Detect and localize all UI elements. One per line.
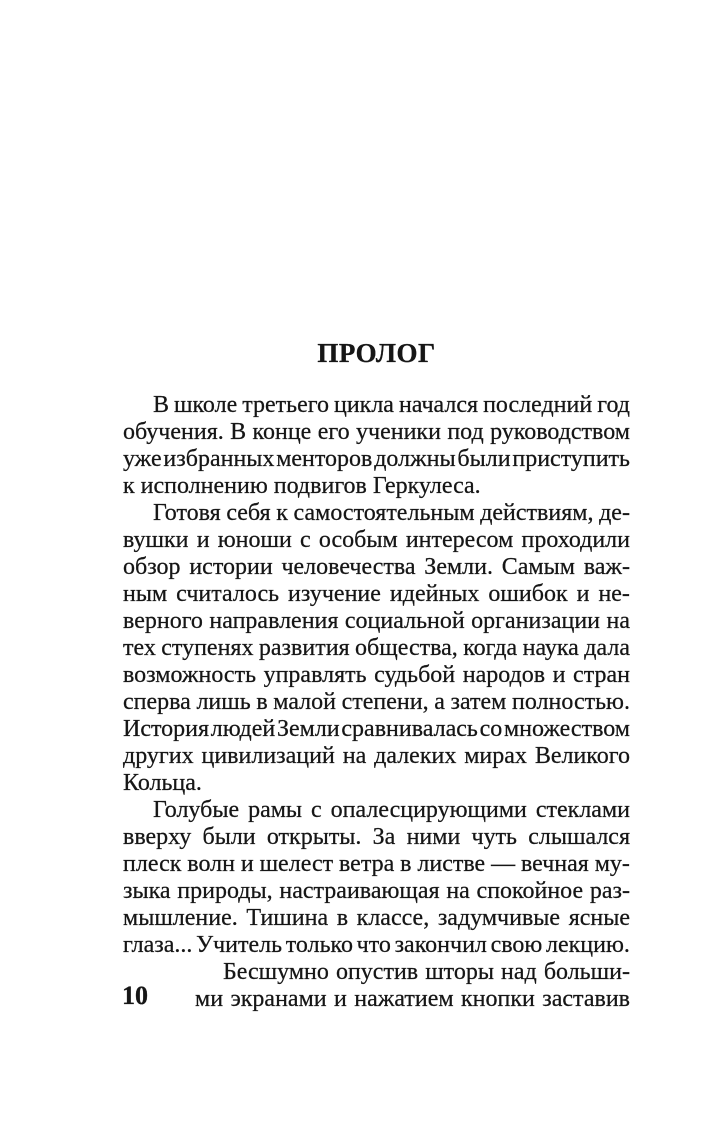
text-line: Кольца. <box>123 770 202 796</box>
text-line: плеск волн и шелест ветра в листве — вечная му- <box>123 851 630 877</box>
text-line: вушки и юноши с особым интересом проходили <box>123 527 630 553</box>
text-line: ным считалось изучение идейных ошибок и не- <box>123 581 630 607</box>
text-line: к исполнению подвигов Геркулеса. <box>123 473 481 499</box>
text-line: верного направления социальной организации на <box>123 608 630 634</box>
text-line: вверху были открыты. За ними чуть слышался <box>123 824 630 850</box>
page-number: 10 <box>122 981 148 1010</box>
text-line: возможность управлять судьбой народов и стран <box>123 662 630 688</box>
text-line: сперва лишь в малой степени, а затем полностью. <box>123 689 630 715</box>
text-line: обучения. В конце его ученики под руководством <box>123 419 630 445</box>
text-line: зыка природы, настраивающая на спокойное раз- <box>123 878 630 904</box>
text-line: История людей Земли сравнивалась со множеством <box>123 716 630 742</box>
text-line: уже избранных менторов должны были приступить <box>123 446 630 472</box>
text-line: обзор истории человечества Земли. Самым важ- <box>123 554 630 580</box>
text-line: В школе третьего цикла начался последний год <box>153 392 630 418</box>
text-line: тех ступенях развития общества, когда наука дала <box>123 635 630 661</box>
chapter-title: ПРОЛОГ <box>317 338 436 368</box>
text-line: Голубые рамы с опалесцирующими стеклами <box>153 797 630 823</box>
text-line: глаза... Учитель только что закончил свою лекцию. <box>123 932 630 958</box>
text-line: Готовя себя к самостоятельным действиям, де- <box>153 500 630 526</box>
text-line: мышление. Тишина в классе, задумчивые ясные <box>123 905 630 931</box>
text-line: ми экранами и нажатием кнопки заставив <box>195 986 630 1012</box>
text-block <box>123 392 630 1013</box>
text-line: Бесшумно опустив шторы над больши- <box>223 959 630 985</box>
text-line: других цивилизаций на далеких мирах Великого <box>123 743 630 769</box>
